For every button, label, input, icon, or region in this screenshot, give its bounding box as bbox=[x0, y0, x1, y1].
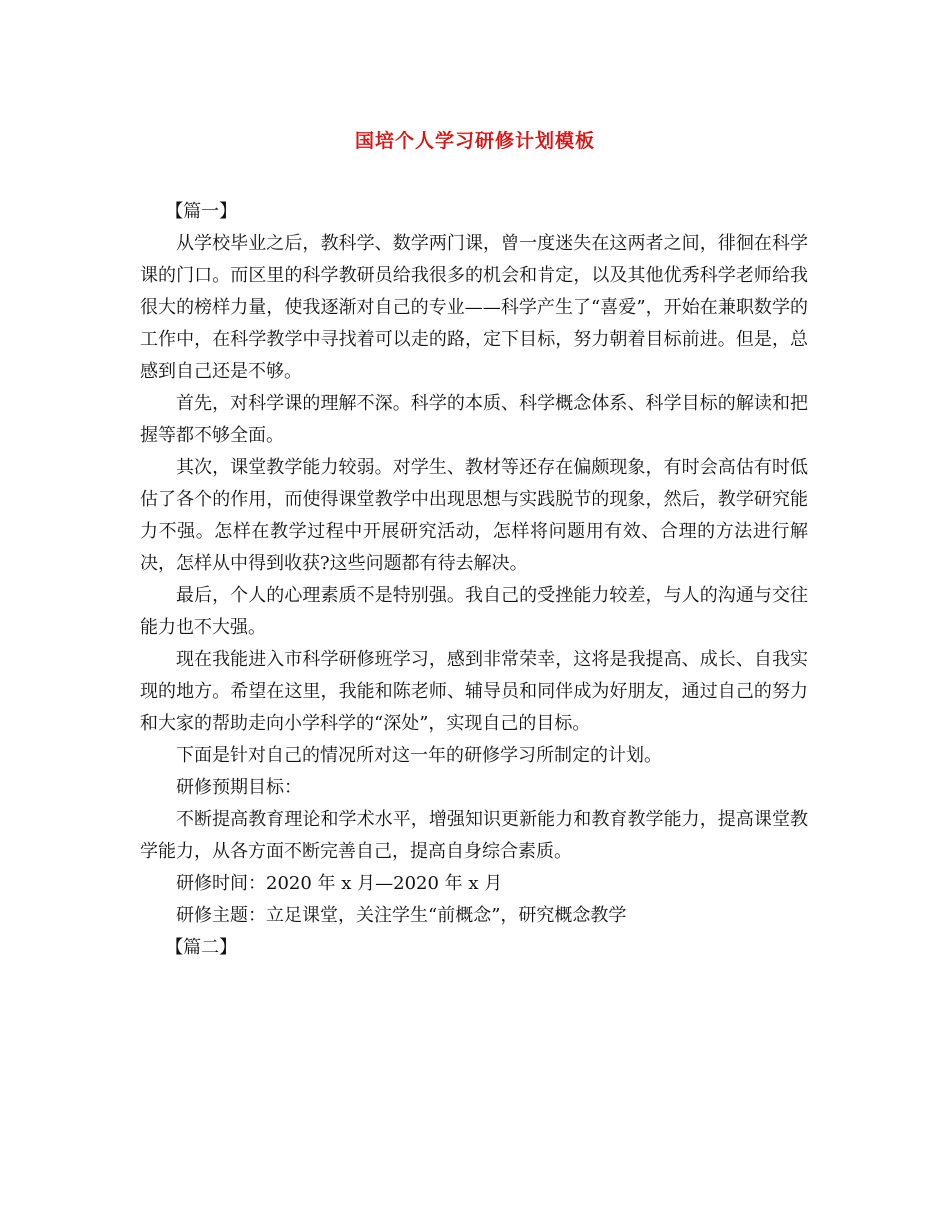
paragraph: 研修预期目标： bbox=[176, 777, 302, 798]
paragraph: 现在我能进入市科学研修班学习，感到非常荣幸，这将是我提高、成长、自我实现的地方。希望在这里，我能和陈老师、辅导员和同伴成为好朋友，通过自己的努力和大家的帮助走向小学科学的“深处”，实现自己的目标。 bbox=[140, 649, 808, 734]
section-heading-2: 【篇二】 bbox=[165, 937, 238, 958]
document-body bbox=[140, 196, 808, 964]
paragraph: 下面是针对自己的情况所对这一年的研修学习所制定的计划。 bbox=[176, 745, 662, 766]
section-heading-1: 【篇一】 bbox=[165, 201, 238, 222]
paragraph: 不断提高教育理论和学术水平，增强知识更新能力和教育教学能力，提高课堂教学能力，从各方面不断完善自己，提高自身综合素质。 bbox=[140, 809, 808, 862]
document-title: 国培个人学习研修计划模板 bbox=[354, 130, 595, 152]
paragraph: 研修主题：立足课堂，关注学生“前概念”，研究概念教学 bbox=[176, 905, 627, 926]
paragraph: 研修时间：2020 年 x 月—2020 年 x 月 bbox=[176, 873, 503, 894]
paragraph: 从学校毕业之后，教科学、数学两门课，曾一度迷失在这两者之间，徘徊在科学课的门口。而区里的科学教研员给我很多的机会和肯定，以及其他优秀科学老师给我很大的榜样力量，使我逐渐对自己的专业——科学产生了“喜爱”，开始在兼职数学的工作中，在科学教学中寻找着可以走的路，定下目标，努力朝着目标前进。但是，总感到自己还是不够。 bbox=[140, 233, 808, 382]
paragraph: 首先，对科学课的理解不深。科学的本质、科学概念体系、科学目标的解读和把握等都不够全面。 bbox=[140, 393, 808, 446]
paragraph: 最后，个人的心理素质不是特别强。我自己的受挫能力较差，与人的沟通与交往能力也不大强。 bbox=[140, 585, 808, 638]
paragraph: 其次，课堂教学能力较弱。对学生、教材等还存在偏颇现象，有时会高估有时低估了各个的作用，而使得课堂教学中出现思想与实践脱节的现象，然后，教学研究能力不强。怎样在教学过程中开展研究活动，怎样将问题用有效、合理的方法进行解决，怎样从中得到收获?这些问题都有待去解决。 bbox=[140, 457, 808, 574]
